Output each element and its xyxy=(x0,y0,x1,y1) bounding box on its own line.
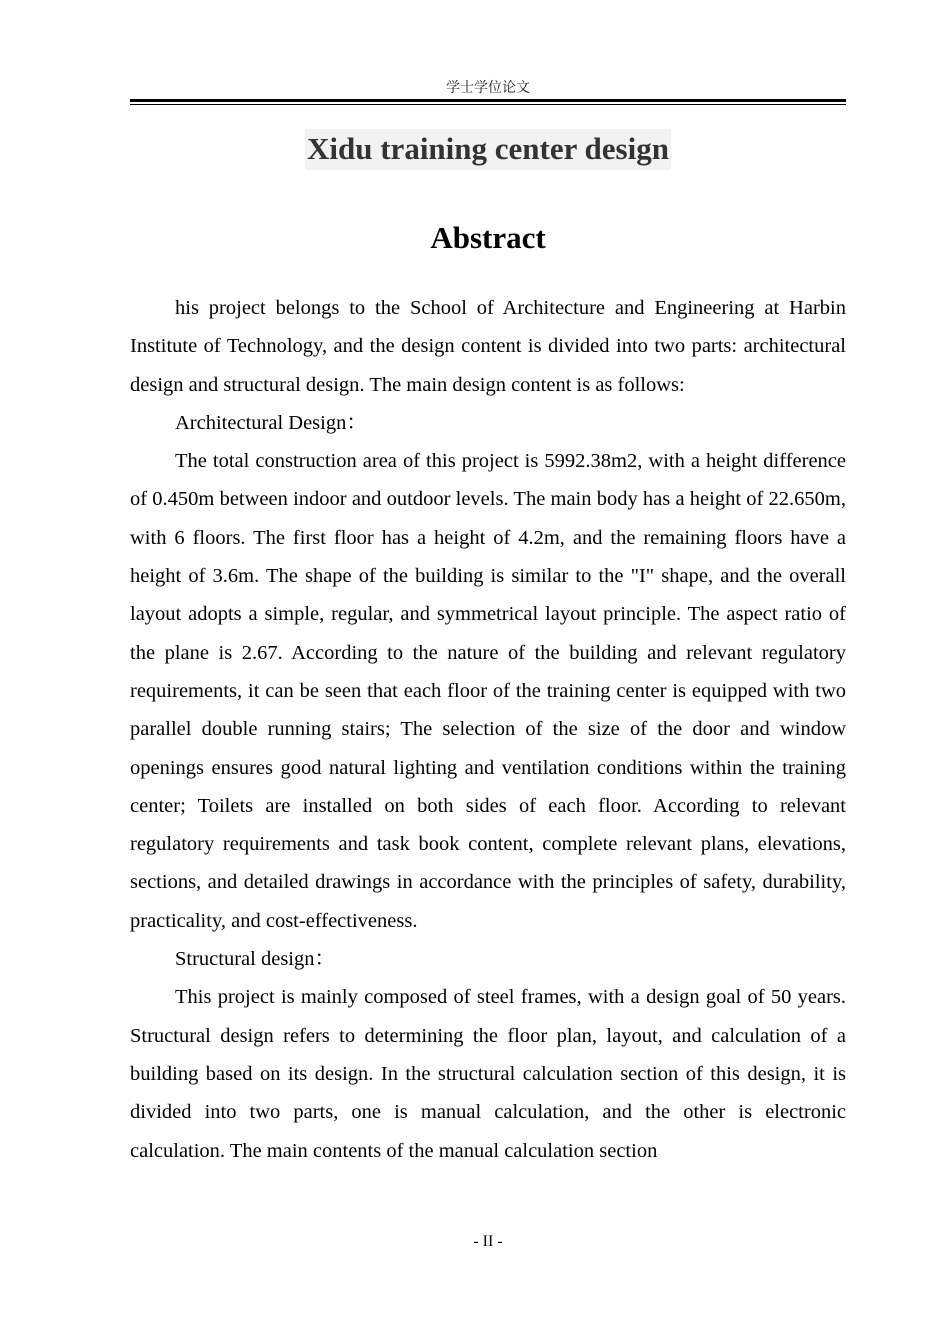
section-label-structural: Structural design： xyxy=(175,948,335,971)
abstract-heading: Abstract xyxy=(430,220,546,255)
page-number: - II - xyxy=(473,1233,503,1250)
document-title-wrapper xyxy=(130,129,846,170)
paragraph-intro: his project belongs to the School of Architecture and Engineering at Harbin Institute of Technology, and the design content is divided into two parts: architectural design and structural design. The main design content is as follows: xyxy=(130,297,846,396)
header-rule-thin xyxy=(130,104,846,105)
paragraph-structural: This project is mainly composed of steel frames, with a design goal of 50 years. Structural design refers to determining the floor plan, layout, and calculation of a building based on its design. In the structural calculation section of this design, it is divided into two parts, one is manual calculation, and the other is electronic calculation. The main contents of the manual calculation section xyxy=(130,986,846,1162)
header-rule-thick xyxy=(130,99,846,102)
section-label-architectural: Architectural Design： xyxy=(175,411,367,434)
running-header: 学士学位论文 xyxy=(446,80,530,96)
abstract-body xyxy=(130,289,846,1170)
paragraph-architectural: The total construction area of this project is 5992.38m2, with a height difference of 0.450m between indoor and outdoor levels. The main body has a height of 22.650m, with 6 floors. The first floor has a height of 4.2m, and the remaining floors have a height of 3.6m. The shape of the building is similar to the "I" shape, and the overall layout adopts a simple, regular, and symmetrical layout principle. The aspect ratio of the plane is 2.67. According to the nature of the building and relevant regulatory requirements, it can be seen that each floor of the training center is equipped with two parallel double running stairs; The selection of the size of the door and window openings ensures good natural lighting and ventilation conditions within the training center; Toilets are installed on both sides of each floor. According to relevant regulatory requirements and task book content, complete relevant plans, elevations, sections, and detailed drawings in accordance with the principles of safety, durability, practicality, and cost-effectiveness. xyxy=(130,450,846,932)
document-title: Xidu training center design xyxy=(305,129,671,170)
